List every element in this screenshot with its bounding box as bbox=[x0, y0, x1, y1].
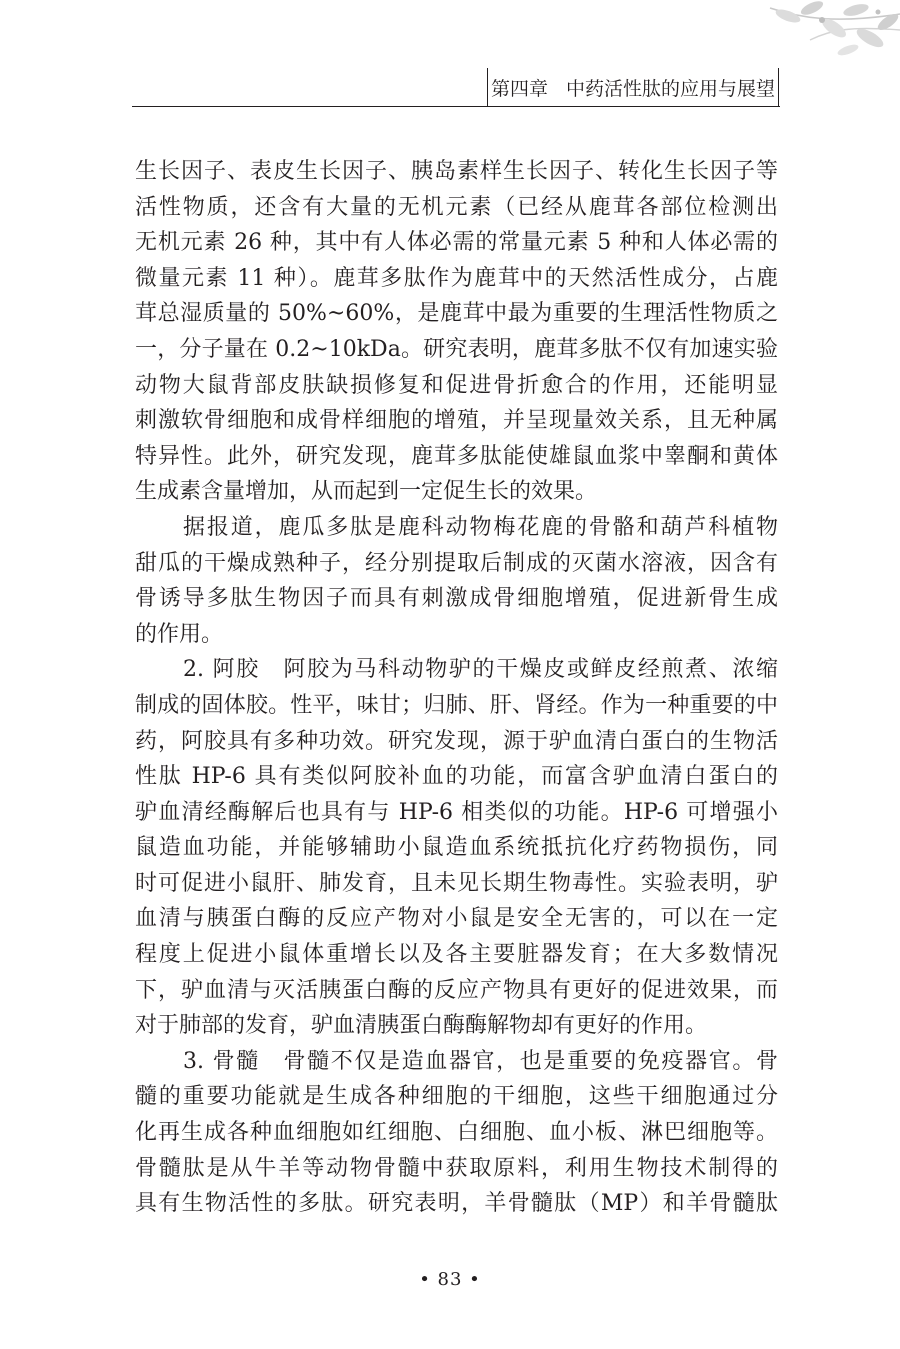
text-line: 刺激软骨细胞和成骨样细胞的增殖，并呈现量效关系，且无种属 bbox=[135, 408, 778, 434]
text-line: 2. 阿胶 阿胶为马科动物驴的干燥皮或鲜皮经煎煮、浓缩 bbox=[183, 657, 778, 683]
paragraph bbox=[135, 510, 778, 652]
text-line: 特异性。此外，研究发现，鹿茸多肽能使雄鼠血浆中睾酮和黄体 bbox=[135, 443, 778, 469]
text-line: 药，阿胶具有多种功效。研究发现，源于驴血清白蛋白的生物活 bbox=[135, 728, 778, 754]
text-line: 髓的重要功能就是生成各种细胞的干细胞，这些干细胞通过分 bbox=[135, 1084, 778, 1110]
text-line: 生成素含量增加，从而起到一定促生长的效果。 bbox=[135, 479, 598, 505]
text-line: 茸总湿质量的 50%~60%，是鹿茸中最为重要的生理活性物质之 bbox=[135, 301, 778, 327]
text-line: 具有生物活性的多肽。研究表明，羊骨髓肽（MP）和羊骨髓肽 bbox=[135, 1191, 778, 1217]
text-line: 血清与胰蛋白酶的反应产物对小鼠是安全无害的，可以在一定 bbox=[135, 906, 778, 932]
corner-leaf-decoration bbox=[750, 0, 900, 70]
text-line: 程度上促进小鼠体重增长以及各主要脏器发育；在大多数情况 bbox=[135, 942, 778, 968]
text-line: 3. 骨髓 骨髓不仅是造血器官，也是重要的免疫器官。骨 bbox=[183, 1048, 778, 1074]
text-line: 一，分子量在 0.2~10kDa。研究表明，鹿茸多肽不仅有加速实验 bbox=[135, 336, 778, 362]
paragraph bbox=[135, 1044, 778, 1222]
text-line: 甜瓜的干燥成熟种子，经分别提取后制成的灭菌水溶液，因含有 bbox=[135, 550, 778, 576]
text-line: 化再生成各种血细胞如红细胞、白细胞、血小板、淋巴细胞等。 bbox=[135, 1120, 778, 1146]
text-line: 鼠造血功能，并能够辅助小鼠造血系统抵抗化疗药物损伤，同 bbox=[135, 835, 778, 861]
text-line: 时可促进小鼠肝、肺发育，且未见长期生物毒性。实验表明，驴 bbox=[135, 870, 778, 896]
text-line: 的作用。 bbox=[135, 621, 224, 647]
chapter-number: 第四章 bbox=[490, 78, 548, 100]
running-header bbox=[487, 68, 779, 107]
text-line: 动物大鼠背部皮肤缺损修复和促进骨折愈合的作用，还能明显 bbox=[135, 372, 778, 398]
text-line: 骨髓肽是从牛羊等动物骨髓中获取原料，利用生物技术制得的 bbox=[135, 1155, 778, 1181]
text-line: 性肽 HP-6 具有类似阿胶补血的功能，而富含驴血清白蛋白的 bbox=[135, 764, 778, 790]
paragraph bbox=[135, 652, 778, 1044]
text-line: 据报道，鹿瓜多肽是鹿科动物梅花鹿的骨骼和葫芦科植物 bbox=[183, 514, 778, 540]
header-rule bbox=[132, 106, 780, 107]
paragraph bbox=[135, 154, 778, 510]
chapter-title: 中药活性肽的应用与展望 bbox=[566, 78, 776, 100]
text-line: 制成的固体胶。性平，味甘；归肺、肝、肾经。作为一种重要的中 bbox=[135, 692, 778, 718]
text-line: 下，驴血清与灭活胰蛋白酶的反应产物具有更好的促进效果，而 bbox=[135, 977, 778, 1003]
body-text bbox=[135, 154, 778, 1222]
text-line: 驴血清经酶解后也具有与 HP-6 相类似的功能。HP-6 可增强小 bbox=[135, 799, 778, 825]
page-number: • 83 • bbox=[419, 1269, 481, 1290]
text-line: 活性物质，还含有大量的无机元素（已经从鹿茸各部位检测出 bbox=[135, 194, 778, 220]
text-line: 骨诱导多肽生物因子而具有刺激成骨细胞增殖，促进新骨生成 bbox=[135, 586, 778, 612]
text-line: 微量元素 11 种）。鹿茸多肽作为鹿茸中的天然活性成分，占鹿 bbox=[135, 265, 778, 291]
text-line: 无机元素 26 种，其中有人体必需的常量元素 5 种和人体必需的 bbox=[135, 230, 778, 256]
text-line: 生长因子、表皮生长因子、胰岛素样生长因子、转化生长因子等 bbox=[135, 159, 778, 184]
text-line: 对于肺部的发育，驴血清胰蛋白酶酶解物却有更好的作用。 bbox=[135, 1013, 708, 1039]
